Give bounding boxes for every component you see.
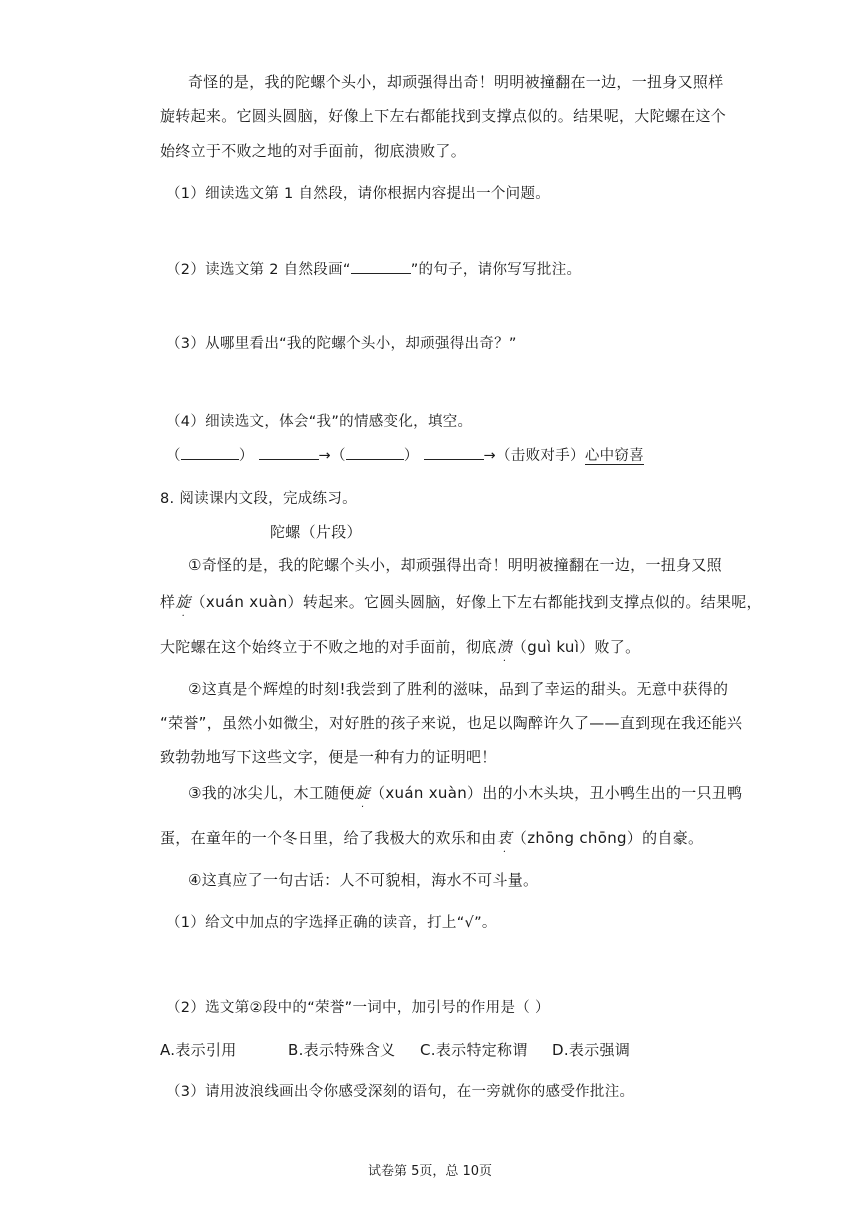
paren-close: ） (238, 448, 254, 464)
text: （guì kuì）败了。 (511, 638, 641, 656)
option-a[interactable]: A.表示引用 (160, 1041, 237, 1059)
dotted-char: 旋 (354, 784, 371, 802)
paragraph-3-line (160, 828, 703, 848)
paragraph-2-line: 致勃勃地写下这些文字，便是一种有力的证明吧！ (160, 748, 497, 766)
question-text: ”的句子，请你写写批注。 (410, 262, 582, 278)
arrow-icon: → (318, 448, 331, 464)
text: ③我的冰尖儿，木工随便 (188, 784, 355, 802)
answer-blank[interactable] (424, 445, 484, 460)
chain-step: （击败对手） (496, 448, 585, 464)
question-8-1: （1）给文中加点的字选择正确的读音，打上“√”。 (166, 915, 497, 931)
paragraph-1-line (160, 592, 762, 612)
paren-open: （ (331, 448, 346, 464)
paragraph-3-line (188, 783, 742, 803)
text: （xuán xuàn）出的小木头块，丑小鸭生出的一只丑鸭 (370, 784, 743, 802)
chain-end: 心中窃喜 (584, 448, 645, 464)
answer-blank[interactable] (351, 259, 411, 274)
text: 样 (160, 593, 176, 611)
question-7-4: （4）细读选文，体会“我”的情感变化，填空。 (166, 414, 473, 430)
question-7-1: （1）细读选文第 1 自然段，请你根据内容提出一个问题。 (166, 186, 551, 202)
paren-close: ） (403, 448, 419, 464)
text: （zhōng chōng）的自豪。 (511, 829, 704, 847)
paragraph-2-line: “荣誉”，虽然小如微尘，对好胜的孩子来说，也足以陶醉许久了——直到现在我还能兴 (160, 714, 743, 732)
dotted-char: 衷 (496, 829, 512, 847)
answer-blank[interactable] (181, 445, 239, 460)
arrow-icon: → (483, 448, 496, 464)
option-b[interactable]: B.表示特殊含义 (288, 1041, 396, 1059)
paragraph-4: ④这真应了一句古话：人不可貌相，海水不可斗量。 (188, 871, 539, 889)
answer-blank[interactable] (346, 445, 404, 460)
answer-blank[interactable] (259, 445, 319, 460)
paragraph-2-line: ②这真是个辉煌的时刻!我尝到了胜利的滋味，品到了幸运的甜头。无意中获得的 (188, 680, 729, 698)
option-list (160, 1040, 630, 1060)
paragraph-1-line (160, 637, 640, 657)
page-footer: 试卷第 5页，总 10页 (367, 1164, 493, 1179)
question-8-2: （2）选文第②段中的“荣誉”一词中，加引号的作用是（ ） (166, 1000, 550, 1016)
question-text: （2）读选文第 2 自然段画“ (166, 262, 351, 278)
option-c[interactable]: C.表示特定称谓 (420, 1041, 528, 1059)
passage-line: 旋转起来。它圆头圆脑，好像上下左右都能找到支撑点似的。结果呢，大陀螺在这个 (160, 107, 727, 125)
passage-title: 陀螺（片段） (270, 523, 362, 541)
text: 大陀螺在这个始终立于不败之地的对手面前，彻底 (160, 638, 497, 656)
question-8-3: （3）请用波浪线画出令你感受深刻的语句，在一旁就你的感受作批注。 (166, 1084, 635, 1100)
paragraph-1-line: ①奇怪的是，我的陀螺个头小，却顽强得出奇！明明被撞翻在一边，一扭身又照 (188, 556, 722, 574)
dotted-char: 旋 (175, 593, 191, 611)
question-8-heading: 8. 阅读课内文段，完成练习。 (160, 491, 357, 507)
text: （xuán xuàn）转起来。它圆头圆脑，好像上下左右都能找到支撑点似的。结果呢， (190, 593, 762, 611)
emotion-chain (166, 445, 644, 466)
passage-line: 始终立于不败之地的对手面前，彻底溃败了。 (160, 142, 467, 160)
paren-open: （ (166, 448, 181, 464)
option-d[interactable]: D.表示强调 (552, 1041, 631, 1059)
text: 蛋，在童年的一个冬日里，给了我极大的欢乐和由 (160, 829, 497, 847)
question-7-2 (166, 259, 581, 280)
dotted-char: 溃 (496, 638, 512, 656)
passage-line: 奇怪的是，我的陀螺个头小，却顽强得出奇！明明被撞翻在一边，一扭身又照样 (188, 73, 724, 91)
question-7-3: （3）从哪里看出“我的陀螺个头小，却顽强得出奇？” (166, 336, 517, 352)
